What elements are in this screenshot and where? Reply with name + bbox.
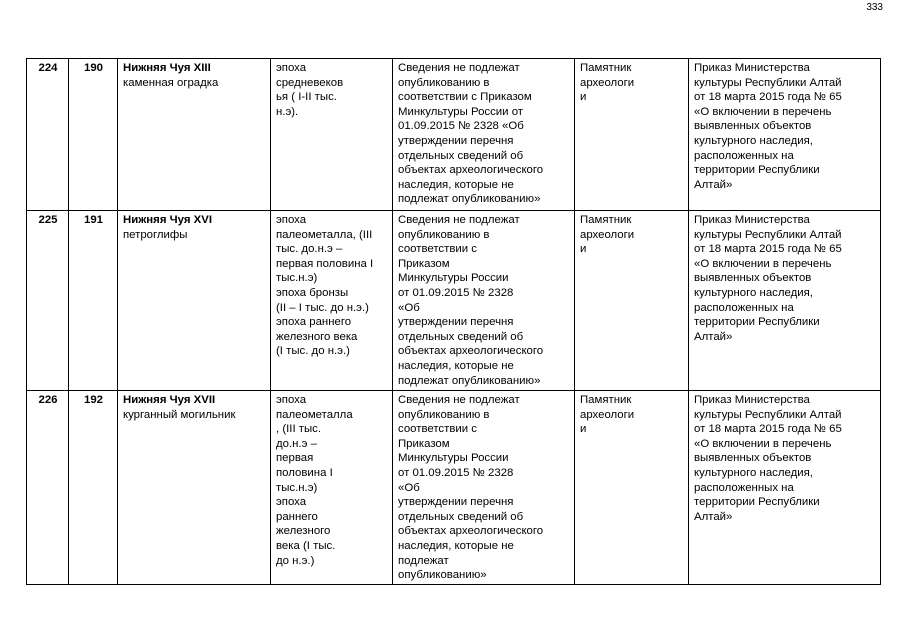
location-info-cell: Сведения не подлежат опубликованию в соответствии с Приказом Минкультуры России от 01.09.2015 № 2328 «Об утверждении перечня отдельных сведений об объектах археологического наследия, которые не подлежат опубликованию» <box>393 391 575 585</box>
object-type: петроглифы <box>123 228 188 241</box>
dating-cell: эпоха палеометалла, (III тыс. до.н.э – первая половина I тыс.н.э) эпоха бронзы (II – I тыс. до н.э.) эпоха раннего железного века (I тыс. до н.э.) <box>271 211 393 391</box>
dating-cell: эпоха средневеков ья ( I-II тыс. н.э). <box>271 59 393 211</box>
document-cell: Приказ Министерства культуры Республики Алтай от 18 марта 2015 года № 65 «О включении в перечень выявленных объектов культурного наследия, расположенных на территории Республики Алтай» <box>689 211 881 391</box>
registry-number-cell: 226 <box>27 391 69 585</box>
object-name: Нижняя Чуя XIII <box>123 62 211 74</box>
location-info-cell: Сведения не подлежат опубликованию в соответствии с Приказом Минкультуры России от 01.09.2015 № 2328 «Об утверждении перечня отдельных сведений об объектах археологического наследия, которые не подлежат опубликованию» <box>393 59 575 211</box>
dating-cell: эпоха палеометалла , (III тыс. до.н.э – первая половина I тыс.н.э) эпоха раннего железного века (I тыс. до н.э.) <box>271 391 393 585</box>
document-cell: Приказ Министерства культуры Республики Алтай от 18 марта 2015 года № 65 «О включении в перечень выявленных объектов культурного наследия, расположенных на территории Республики Алтай» <box>689 59 881 211</box>
item-number-cell: 191 <box>69 211 118 391</box>
category-cell: Памятник археологи и <box>575 59 689 211</box>
object-name: Нижняя Чуя XVII <box>123 394 216 406</box>
object-name: Нижняя Чуя XVI <box>123 214 213 226</box>
category-cell: Памятник археологи и <box>575 391 689 585</box>
item-number-cell: 190 <box>69 59 118 211</box>
registry-number-cell: 224 <box>27 59 69 211</box>
registry-number-cell: 225 <box>27 211 69 391</box>
category-cell: Памятник археологи и <box>575 211 689 391</box>
table-row <box>27 211 881 391</box>
object-name-cell <box>118 391 271 585</box>
table-row <box>27 59 881 211</box>
location-info-cell: Сведения не подлежат опубликованию в соответствии с Приказом Минкультуры России от 01.09.2015 № 2328 «Об утверждении перечня отдельных сведений об объектах археологического наследия, которые не подлежат опубликованию» <box>393 211 575 391</box>
object-type: курганный могильник <box>123 408 236 421</box>
heritage-registry-table <box>26 58 881 585</box>
object-name-cell <box>118 59 271 211</box>
object-name-cell <box>118 211 271 391</box>
object-type: каменная оградка <box>123 76 219 89</box>
page-number: 333 <box>866 2 883 13</box>
document-cell: Приказ Министерства культуры Республики Алтай от 18 марта 2015 года № 65 «О включении в перечень выявленных объектов культурного наследия, расположенных на территории Республики Алтай» <box>689 391 881 585</box>
item-number-cell: 192 <box>69 391 118 585</box>
table-row <box>27 391 881 585</box>
